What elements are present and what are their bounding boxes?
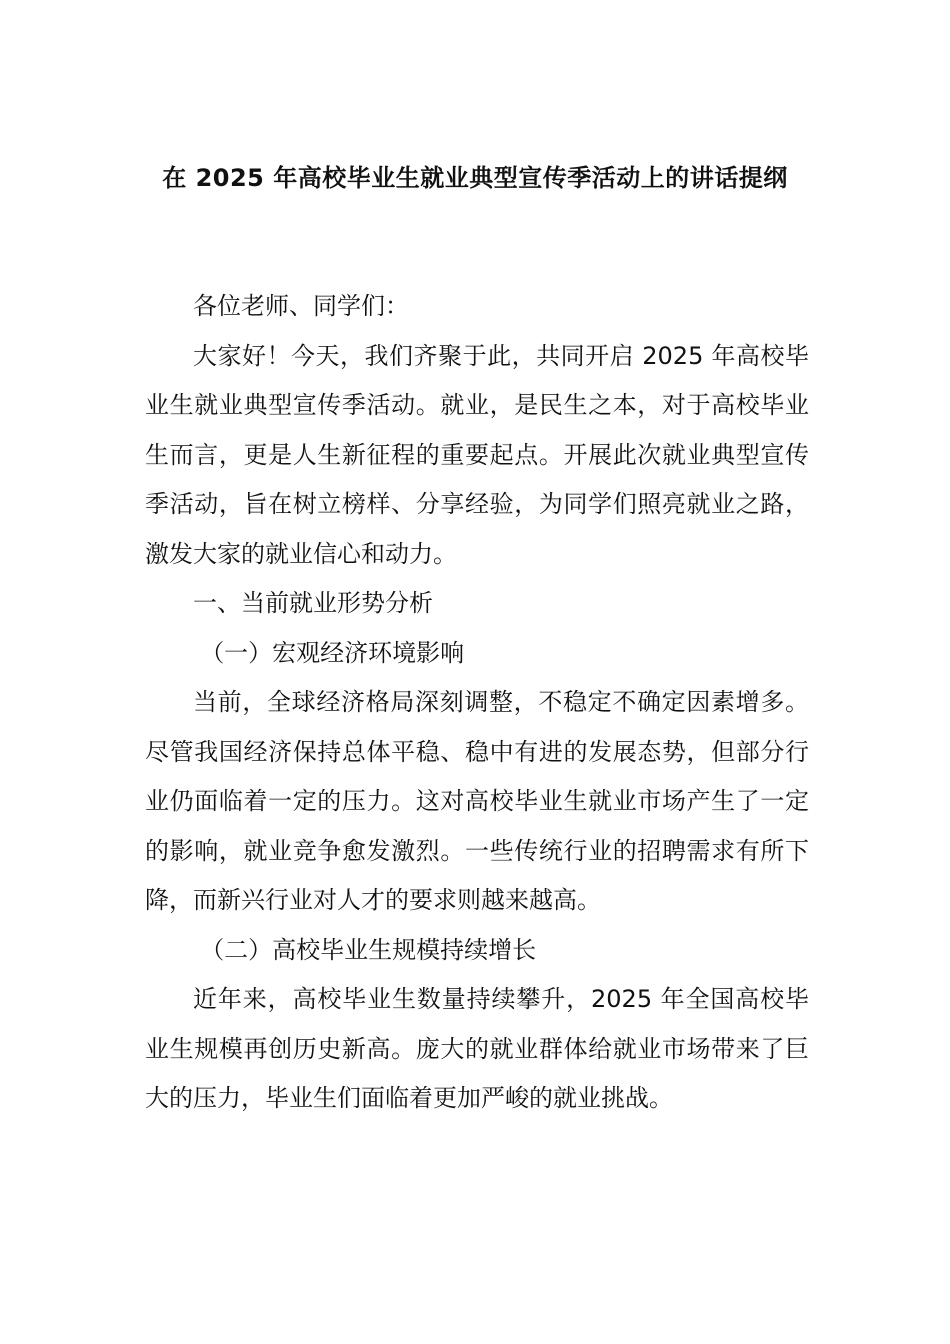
subsection-heading-1: （一）宏观经济环境影响 [200,638,465,667]
paragraph-graduate-scale: 近年来，高校毕业生数量持续攀升，2025 年全国高校毕业生规模再创历史新高。庞大的就业群体给就业市场带来了巨大的压力，毕业生们面临着更加严峻的就业挑战。 [145,985,809,1112]
document-title: 在 2025 年高校毕业生就业典型宣传季活动上的讲话提纲 [162,164,788,192]
paragraph-macro-economy: 当前，全球经济格局深刻调整，不稳定不确定因素增多。尽管我国经济保持总体平稳、稳中有进的发展态势，但部分行业仍面临着一定的压力。这对高校毕业生就业市场产生了一定的影响，就业竞争愈发激烈。一些传统行业的招聘需求有所下降，而新兴行业对人才的要求则越来越高。 [145,688,809,914]
subsection-heading-2: （二）高校毕业生规模持续增长 [200,935,537,964]
greeting: 各位老师、同学们： [193,292,409,320]
document-body [145,282,809,1124]
section-heading-1: 一、当前就业形势分析 [193,589,433,617]
paragraph-intro: 大家好！今天，我们齐聚于此，共同开启 2025 年高校毕业生就业典型宣传季活动。就业，是民生之本，对于高校毕业生而言，更是人生新征程的重要起点。开展此次就业典型宣传季活动，旨在树立榜样、分享经验，为同学们照亮就业之路，激发大家的就业信心和动力。 [145,341,809,568]
